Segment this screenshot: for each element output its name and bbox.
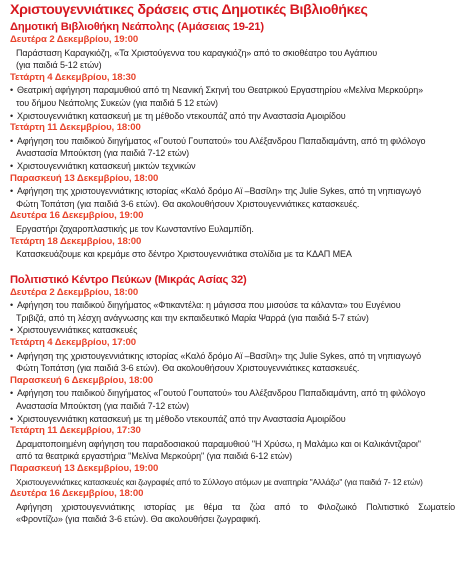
event-text: Χριστουγεννιάτικες κατασκευές και ζωγραφιές από το Σύλλογο ατόμων με αναπηρία "Αλλάζω" (για παιδιά 7- 12 ετών) xyxy=(16,476,423,487)
bullet-icon: • xyxy=(10,413,14,424)
event-description-line xyxy=(10,450,455,463)
event-description-line xyxy=(10,248,455,261)
bullet-icon: • xyxy=(10,110,14,121)
event-description-line xyxy=(10,362,455,375)
event-text: (για παιδιά 5-12 ετών) xyxy=(16,60,102,71)
event-description-line xyxy=(10,476,455,489)
event-date: Δευτέρα 2 Δεκεμβρίου, 18:00 xyxy=(10,286,139,298)
bullet-icon: • xyxy=(10,135,14,146)
event-text: από τα θεατρικά εργαστήρια "Μελίνα Μερκούρη" (για παιδιά 6-12 ετών) xyxy=(16,451,292,462)
event-text: Χριστουγεννιάτικη κατασκευή με τη μέθοδο ντεκουπάζ από την Αναστασία Αμοιρίδου xyxy=(17,110,346,121)
event-text: Τριβιζά, από τη λέσχη ανάγνωσης και την εκπαιδευτικό Μαρία Ψαρρά (για παιδιά 5-7 ετών) xyxy=(16,312,369,323)
event-text: Αφήγηση της χριστουγεννιάτικης ιστορίας «Καλό δρόμο Αϊ –Βασίλη» της Julie Sykes, από τη νηπιαγωγό xyxy=(17,350,422,361)
event-text: Χριστουγεννιάτικες κατασκευές xyxy=(17,325,138,336)
event-text: Αφήγηση του παιδικού διηγήματος «Γουτού Γουπατού» του Αλέξανδρου Παπαδιαμάντη, από τη φιλόλογο xyxy=(17,388,426,399)
event-description-line xyxy=(10,350,455,363)
event-date: Δευτέρα 16 Δεκεμβρίου, 18:00 xyxy=(10,488,144,500)
event-date: Παρασκευή 6 Δεκεμβρίου, 18:00 xyxy=(10,374,153,386)
bullet-icon: • xyxy=(10,186,14,197)
event-description-line xyxy=(10,135,455,148)
event-text: Αναστασία Μπούκτση (για παιδιά 7-12 ετών) xyxy=(16,148,190,159)
event-text: Κατασκευάζουμε και κρεμάμε στο δέντρο Χριστουγεννιάτικα στολίδια με τα ΚΔΑΠ ΜΕΑ xyxy=(16,249,352,260)
event-text: Αναστασία Μπούκτση (για παιδιά 7-12 ετών) xyxy=(16,401,190,412)
event-text: Εργαστήρι ζαχαροπλαστικής με τον Κωνσταντίνο Ευλαμπίδη. xyxy=(16,223,254,234)
event-description-line xyxy=(10,312,455,325)
bullet-icon: • xyxy=(10,388,14,399)
event-text: Χριστουγεννιάτικη κατασκευή με τη μέθοδο ντεκουπάζ από την Αναστασία Αμοιρίδου xyxy=(17,413,346,424)
event-description-line xyxy=(10,97,455,110)
event-text: Φώτη Τοπάτση (για παιδιά 3-6 ετών). Θα ακολουθήσουν Χριστουγεννιάτικες κατασκευές. xyxy=(16,198,360,209)
event-description-line xyxy=(10,223,455,236)
event-date: Τετάρτη 4 Δεκεμβρίου, 18:30 xyxy=(10,71,137,83)
bullet-icon: • xyxy=(10,325,14,336)
event-date: Δευτέρα 16 Δεκεμβρίου, 19:00 xyxy=(10,210,144,222)
event-date: Τετάρτη 11 Δεκεμβρίου, 17:30 xyxy=(10,425,141,437)
event-text: Φώτη Τοπάτση (για παιδιά 3-6 ετών). Θα ακολουθήσουν Χριστουγεννιάτικες κατασκευές. xyxy=(16,363,360,374)
event-text: Αφήγηση του παιδικού διηγήματος «Φτικαντέλα: η μάγισσα που μισούσε τα κάλαντα» του Ευγένιου xyxy=(17,300,401,311)
event-text: του δήμου Νεάπολης Συκεών (για παιδιά 5 12 ετών) xyxy=(16,97,218,108)
page-title: Χριστουγεννιάτικες δράσεις στις Δημοτικές Βιβλιοθήκες xyxy=(10,2,368,18)
event-description-line xyxy=(10,299,455,312)
event-text: Χριστουγεννιάτικη κατασκευή μικτών τεχνικών xyxy=(17,160,196,171)
event-text: Παράσταση Καραγκιόζη, «Τα Χριστούγεννα του καραγκιόζη» από το σκιοθέατρο του Αγάπιου xyxy=(16,47,378,58)
event-description-line xyxy=(10,47,455,60)
event-text: «Φροντίζω» (για παιδιά 3-6 ετών). Θα ακολουθήσει ζωγραφική. xyxy=(16,514,261,525)
event-date: Παρασκευή 13 Δεκεμβρίου, 18:00 xyxy=(10,172,159,184)
event-description-line xyxy=(10,324,455,337)
event-date: Τετάρτη 11 Δεκεμβρίου, 18:00 xyxy=(10,122,141,134)
event-description-line xyxy=(10,387,455,400)
bullet-icon: • xyxy=(10,160,14,171)
event-text: Δραματοποιημένη αφήγηση του παραδοσιακού παραμυθιού "Η Χρύσω, η Μαλάμω και οι Καλικάντζαροι" xyxy=(16,438,421,449)
event-description-line xyxy=(10,198,455,211)
event-description-line xyxy=(10,84,455,97)
event-text: Αφήγηση χριστουγεννιάτικης ιστορίας με θέμα τα ζώα από το Φιλοζωικό Πολιτιστικό Σωματείο xyxy=(16,501,455,512)
event-text: Θεατρική αφήγηση παραμυθιού από τη Νεανική Σκηνή του Θεατρικού Εργαστηρίου «Μελίνα Μερκούρη» xyxy=(17,85,424,96)
event-date: Δευτέρα 2 Δεκεμβρίου, 19:00 xyxy=(10,34,139,45)
event-date: Τετάρτη 4 Δεκεμβρίου, 17:00 xyxy=(10,337,137,349)
bullet-icon: • xyxy=(10,350,14,361)
section-title: Πολιτιστικό Κέντρο Πεύκων (Μικράς Ασίας 32) xyxy=(10,273,247,286)
event-description-line xyxy=(10,438,455,451)
event-description-line xyxy=(10,501,455,514)
event-text: Αφήγηση της χριστουγεννιάτικης ιστορίας «Καλό δρόμο Αϊ –Βασίλη» της Julie Sykes, από τη νηπιαγωγό xyxy=(17,186,422,197)
event-text: Αφήγηση του παιδικού διηγήματος «Γουτού Γουπατού» του Αλέξανδρου Παπαδιαμάντη, από τη φιλόλογο xyxy=(17,135,426,146)
bullet-icon: • xyxy=(10,85,14,96)
event-description-line xyxy=(10,185,455,198)
event-description-line xyxy=(10,513,455,526)
event-description-line xyxy=(10,400,455,413)
event-description-line xyxy=(10,59,455,72)
event-description-line xyxy=(10,110,455,123)
bullet-icon: • xyxy=(10,300,14,311)
event-date: Παρασκευή 13 Δεκεμβρίου, 19:00 xyxy=(10,463,159,474)
event-description-line xyxy=(10,147,455,160)
events-content xyxy=(10,20,455,526)
event-description-line xyxy=(10,160,455,173)
event-description-line xyxy=(10,413,455,426)
section-title: Δημοτική Βιβλιοθήκη Νεάπολης (Αμάσειας 19-21) xyxy=(10,21,264,33)
event-date: Τετάρτη 18 Δεκεμβρίου, 18:00 xyxy=(10,235,142,247)
